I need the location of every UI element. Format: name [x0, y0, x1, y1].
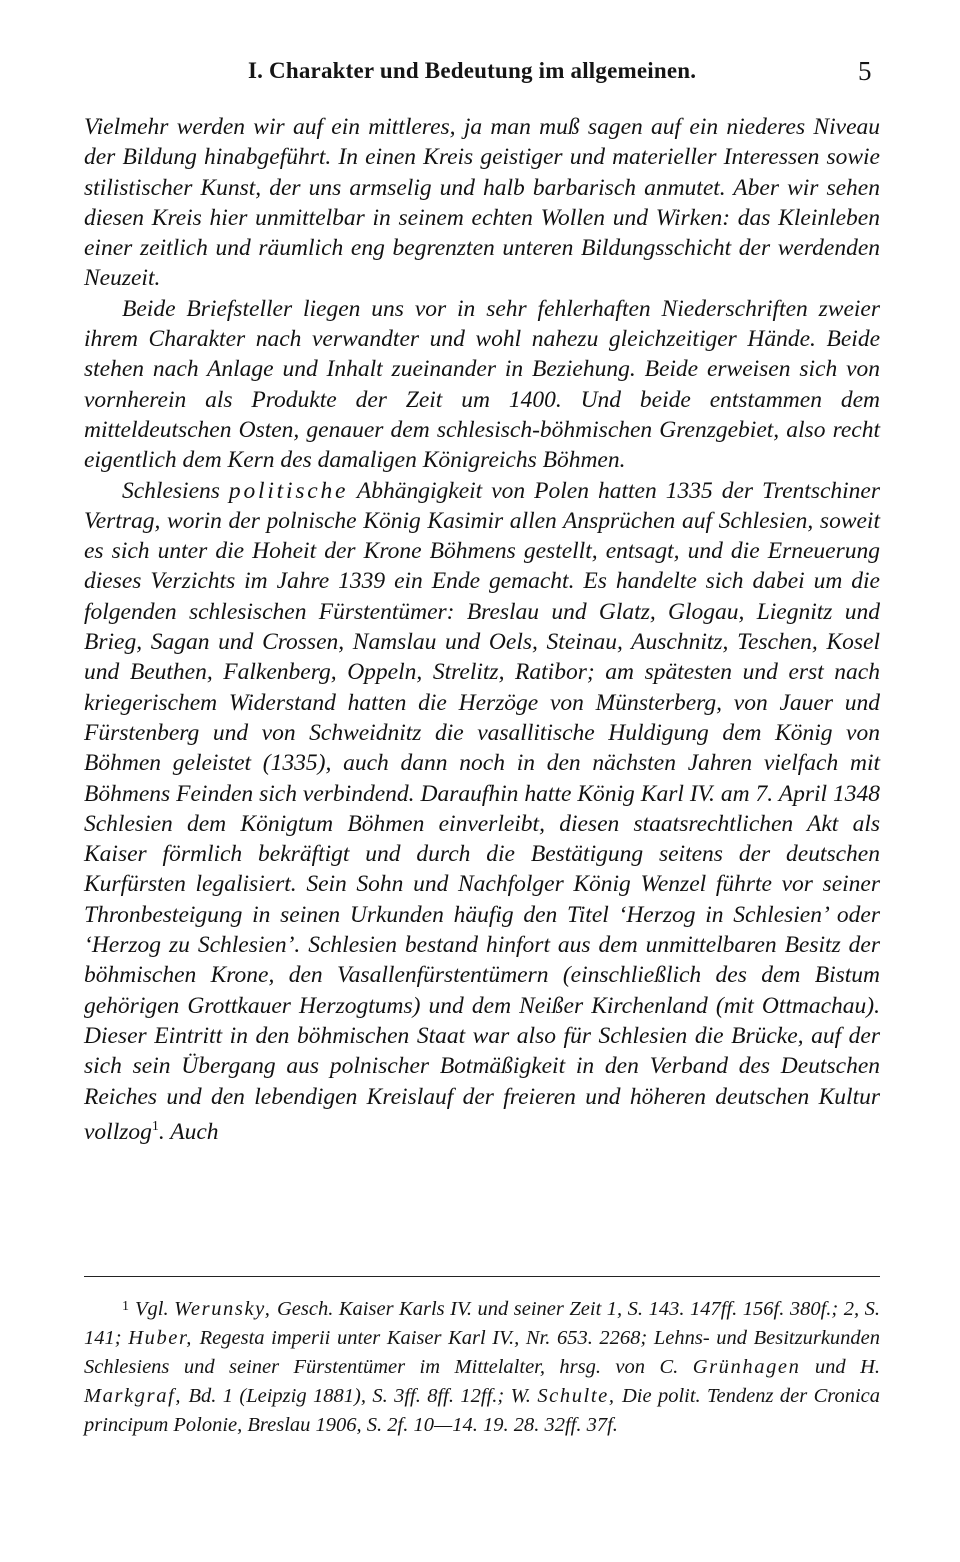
paragraph-3 — [84, 476, 880, 1147]
footnote-author-3: Grünhagen — [692, 1356, 801, 1378]
footnote-text-6: Die polit. Tendenz der Cronica principum Polonie, Breslau 1906, S. 2f. 10—14. 19. 28. 32ff. 37f. — [84, 1385, 881, 1436]
paragraph-3-lead: Schlesiens — [122, 477, 220, 504]
page-header — [0, 58, 960, 92]
footnote-text-5: Bd. 1 (Leipzig 1881), S. 3ff. 8ff. 12ff.; W. — [188, 1385, 531, 1407]
footnote — [84, 1292, 880, 1440]
main-text — [84, 112, 880, 1147]
page-number: 5 — [858, 56, 872, 86]
paragraph-3-text: Abhängigkeit von Polen hatten 1335 der Trentschiner Vertrag, worin der polnische König Kasimir allen Ansprüchen auf Schlesien, soweit es sich unter die Hoheit der Krone Böhmens gestellt, entsagt, und die Erneuerung dieses Verzichts im Jahre 1339 ein Ende gemacht. Es handelte sich dabei um die folgenden schlesischen Fürstentümer: Breslau und Glatz, Glogau, Liegnitz und Brieg, Sagan und Crossen, Namslau und Oels, Steinau, Auschnitz, Teschen, Kosel und Beuthen, Falkenberg, Oppeln, Strelitz, Ratibor; am spätesten und erst nach kriegerischem Widerstand hatten die Herzöge von Münsterberg, von Jauer und Fürstenberg und von Schweidnitz die vasallitische Huldigung dem König von Böhmen geleistet (1335), auch dann noch in den nächsten Jahren vielfach mit Böhmens Feinden sich verbindend. Daraufhin hatte König Karl IV. am 7. April 1348 Schlesien dem Königtum Böhmen einverleibt, diesen staatsrechtlichen Akt als Kaiser förmlich bekräftigt und durch die Bestätigung seitens der deutschen Kurfürsten legalisiert. Sein Sohn und Nachfolger König Wenzel führte vor seiner Thronbesteigung in seinen Urkunden häufig den Titel ‘Herzog in Schlesien’ oder ‘Herzog zu Schlesien’. Schlesien bestand hinfort aus dem unmittelbaren Besitz der böhmischen Krone, den Vasallenfürstentümern (einschließlich des dem Bistum gehörigen Grottkauer Herzogtums) und dem Neißer Kirchenland (mit Ottmachau). Dieser Eintritt in den böhmischen Staat war also für Schlesien die Brücke, auf der sich sein Übergang aus polnischer Botmäßigkeit in den Verband des Deutschen Reiches und den lebendigen Kreislauf der freieren und höheren deutschen Kultur vollzog — [84, 477, 880, 1145]
footnote-text-3: Regesta imperii unter Kaiser Karl IV., Nr. 653. 2268; Lehns- und Besitzurkunden Schlesiens und seiner Fürstentümer im Mittelalter, hrsg. von C. — [84, 1327, 881, 1378]
footnote-text-1: Vgl. — [135, 1298, 169, 1320]
footnote-marker: 1 — [122, 1299, 129, 1314]
spaced-emphasis: politische — [228, 477, 349, 504]
footnote-author-5: Schulte, — [537, 1385, 616, 1407]
paragraph-2: Beide Briefsteller liegen uns vor in sehr fehlerhaften Niederschriften zweier ihrem Charakter nach verwandter und wohl nahezu gleichzeitiger Hände. Beide stehen nach Anlage und Inhalt zueinander in Beziehung. Beide erweisen sich von vornherein als Produkte der Zeit um 1400. Und beide entstammen dem mitteldeutschen Osten, genauer dem schlesisch-böhmischen Grenzgebiet, also recht eigentlich dem Kern des damaligen Königreichs Böhmen. — [84, 295, 880, 474]
footnote-author-4: Markgraf, — [84, 1385, 183, 1407]
footnote-divider — [84, 1276, 880, 1277]
paragraph-1: Vielmehr werden wir auf ein mittleres, ja man muß sagen auf ein niederes Niveau der Bildung hinabgeführt. In einen Kreis geistiger und materieller Interessen sowie stilistischer Kunst, der uns armselig und halb barbarisch anmutet. Aber wir sehen diesen Kreis hier unmittelbar in seinem echten Wollen und Wirken: das Kleinleben einer zeitlich und räumlich eng begrenzten unteren Bildungsschicht der werdenden Neuzeit. — [84, 114, 880, 292]
footnote-author-1: Werunsky, — [174, 1298, 272, 1320]
footnote-author-2: Huber, — [128, 1327, 194, 1349]
running-head: I. Charakter und Bedeutung im allgemeinen. — [248, 58, 697, 83]
footnote-text-2: Gesch. Kaiser Karls IV. und seiner Zeit 1, S. 143. 147ff. 156f. 380f.; 2, S. 141; — [84, 1298, 881, 1349]
footnote-reference: 1 — [151, 1118, 159, 1134]
paragraph-3-end: . Auch — [158, 1118, 219, 1145]
footnote-text-4: und H. — [814, 1356, 881, 1378]
